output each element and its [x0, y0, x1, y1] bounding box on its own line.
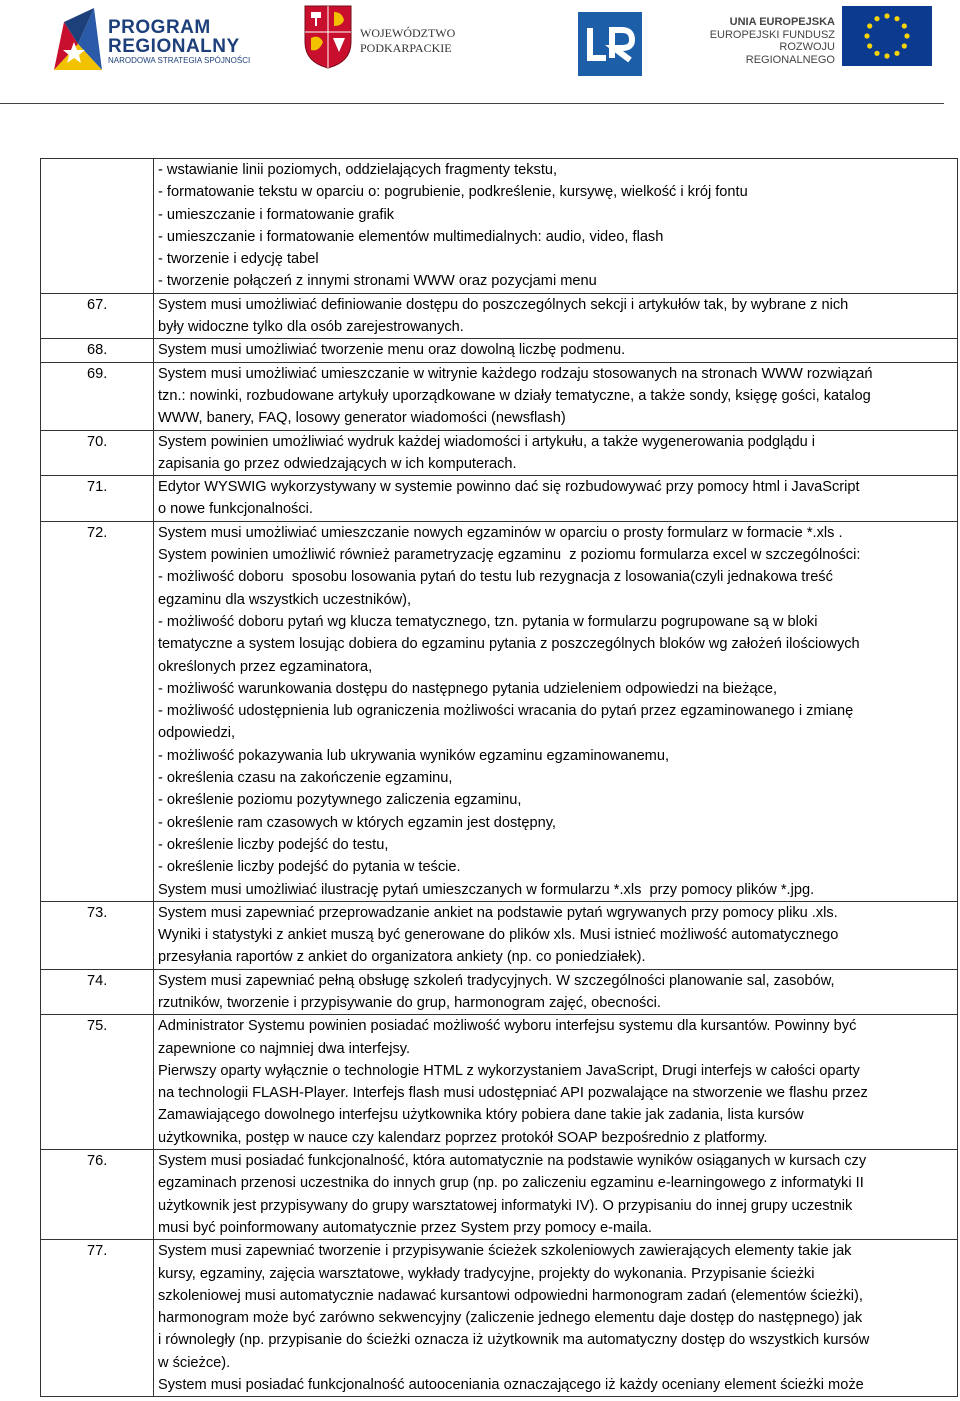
text-line: rzutników, tworzenie i przypisywanie do grup, harmonogram zajęć, obecności. — [158, 994, 661, 1011]
item-number: 72. — [41, 521, 154, 901]
item-number: 74. — [41, 969, 154, 1015]
item-number: 68. — [41, 339, 154, 362]
requirement-text — [154, 159, 958, 294]
text-line: odpowiedzi, — [158, 725, 236, 742]
eu-star-icon — [874, 16, 879, 21]
requirement-text — [154, 1150, 958, 1240]
item-number — [41, 159, 154, 294]
eu-fund: EUROPEJSKI FUNDUSZ ROZWOJU REGIONALNEGO — [709, 28, 835, 66]
table-row — [41, 159, 958, 294]
requirement-text — [154, 1240, 958, 1397]
table-row — [41, 476, 958, 522]
text-line: System musi umożliwiać definiowanie dostępu do poszczególnych sekcji i artykułów tak, by wybrane z nich — [158, 296, 849, 313]
table-row — [41, 901, 958, 969]
table-row — [41, 1015, 958, 1150]
eu-star-icon — [884, 13, 889, 18]
text-line: - umieszczanie i formatowanie elementów multimedialnych: audio, video, flash — [158, 228, 664, 245]
text-line: System musi zapewniać tworzenie i przypisywanie ścieżek szkoleniowych zawierających elementy takie jak — [158, 1243, 852, 1260]
requirement-text — [154, 521, 958, 901]
text-line: określonych przez egzaminatora, — [158, 658, 373, 675]
text-line: - tworzenie i edycję tabel — [158, 251, 319, 268]
program-regionalny-logo — [50, 4, 270, 74]
text-line: były widoczne tylko dla osób zarejestrowanych. — [158, 319, 464, 336]
region-name: WOJEWÓDZTWO PODKARPACKIE — [360, 26, 456, 55]
table-row — [41, 362, 958, 430]
eu-star-icon — [894, 51, 899, 56]
text-line: - możliwość udostępnienia lub ograniczenia możliwości wracania do pytań przez egzaminowanego i zmianę — [158, 703, 854, 720]
table-row — [41, 521, 958, 901]
text-line: System powinien umożliwiać wydruk każdej wiadomości i artykułu, a także wygenerowania podglądu i — [158, 433, 816, 450]
text-line: o nowe funkcjonalności. — [158, 501, 313, 518]
item-number: 73. — [41, 901, 154, 969]
coat-of-arms-icon — [303, 4, 353, 70]
eu-flag-icon — [842, 6, 932, 66]
text-line: Pierwszy oparty wyłącznie o technologie HTML z wykorzystaniem JavaScript, Drugi interfejs w całości oparty — [158, 1062, 860, 1079]
text-line: zapisania go przez odwiedzających w ich komputerach. — [158, 455, 517, 472]
text-line: użytkownika, postęp w nauce czy kalendarz poprzez protokół SOAP bezpośrednio z platformy. — [158, 1129, 768, 1146]
text-line: Wyniki i statystyki z ankiet muszą być generowane do plików xls. Musi istnieć możliwość automatycznego — [158, 927, 839, 944]
wojewodztwo-logo — [303, 4, 463, 74]
requirements-table — [40, 158, 958, 1397]
table-row — [41, 1240, 958, 1397]
text-line: - określenia czasu na zakończenie egzaminu, — [158, 770, 453, 787]
text-line: - tworzenie połączeń z innymi stronami WWW oraz pozycjami menu — [158, 273, 597, 290]
text-line: Edytor WYSWIG wykorzystywany w systemie powinno dać się rozbudowywać przy pomocy html i JavaScript — [158, 479, 860, 496]
eu-star-icon — [867, 43, 872, 48]
text-line: - możliwość warunkowania dostępu do następnego pytania udzieleniem odpowiedzi na bieżące, — [158, 680, 777, 697]
text-line: - wstawianie linii poziomych, oddzielających fragmenty tekstu, — [158, 162, 558, 178]
item-number: 75. — [41, 1015, 154, 1150]
eu-text — [703, 16, 835, 66]
table-row — [41, 969, 958, 1015]
item-number: 67. — [41, 293, 154, 339]
text-line: System musi zapewniać przeprowadzanie ankiet na podstawie pytań wgrywanych przy pomocy pliku .xls. — [158, 904, 838, 921]
requirement-text — [154, 476, 958, 522]
text-line: egzaminach przenosi uczestnika do innych grup (np. po zaliczeniu egzaminu e-learningowego z informatyki II — [158, 1175, 864, 1192]
text-line: - określenie liczby podejść do testu, — [158, 836, 389, 853]
eu-star-icon — [902, 23, 907, 28]
requirement-text — [154, 339, 958, 362]
requirement-text — [154, 901, 958, 969]
item-number: 70. — [41, 430, 154, 476]
program-subtitle: NARODOWA STRATEGIA SPÓJNOŚCI — [108, 56, 251, 65]
item-number: 69. — [41, 362, 154, 430]
text-line: szkoleniowej musi automatycznie nadawać kursantowi odpowiedni harmonogram zadań (elementów ścieżki), — [158, 1287, 863, 1304]
table-row — [41, 1150, 958, 1240]
lr-logo — [578, 12, 642, 76]
eu-star-icon — [894, 16, 899, 21]
text-line: musi być poinformowany automatycznie przez System przy pomocy e-maila. — [158, 1219, 652, 1236]
text-line: na technologii FLASH-Player. Interfejs flash musi udostępniać API pozwalające na stworzenie we flashu przez — [158, 1085, 868, 1102]
text-line: tematyczne a system losując dobiera do egzaminu pytania z poszczególnych bloków wg założeń ilościowych — [158, 636, 860, 653]
eu-name: UNIA EUROPEJSKA — [729, 16, 835, 28]
text-line: System powinien umożliwić również parametryzację egzaminu z poziomu formularza excel w szczególności: — [158, 547, 861, 564]
text-line: System musi posiadać funkcjonalność, która automatycznie na podstawie wyników osiąganych w kursach czy — [158, 1153, 867, 1170]
lr-emblem-icon — [578, 12, 642, 76]
text-line: kursy, egzaminy, zajęcia warsztatowe, wykłady tradycyjne, projekty do wykonania. Przypisanie ścieżki — [158, 1265, 815, 1282]
requirement-text — [154, 293, 958, 339]
text-line: użytkownik jest przypisywany do grupy warsztatowej informatyki IV). O przypisaniu do innej grupy uczestnik — [158, 1197, 853, 1214]
eu-star-icon — [884, 53, 889, 58]
requirement-text — [154, 430, 958, 476]
text-line: - określenie poziomu pozytywnego zaliczenia egzaminu, — [158, 792, 522, 809]
text-line: - możliwość doboru sposobu losowania pytań do testu lub rezygnacja z losowania(czyli jednakowa treść — [158, 569, 833, 586]
eu-star-icon — [904, 33, 909, 38]
text-line: przesyłania raportów z ankiet do organizatora ankiety (np. co poniedziałek). — [158, 949, 646, 966]
page-header — [0, 0, 960, 104]
item-number: 77. — [41, 1240, 154, 1397]
program-regionalny-emblem-icon — [50, 4, 106, 74]
eu-logo — [697, 4, 932, 74]
eu-star-icon — [874, 51, 879, 56]
text-line: System musi posiadać funkcjonalność autooceniania oznaczającego iż każdy oceniany element ścieżki może — [158, 1377, 864, 1394]
eu-star-icon — [864, 33, 869, 38]
requirement-text — [154, 362, 958, 430]
header-rule — [0, 103, 944, 104]
text-line: System musi umożliwiać ilustrację pytań umieszczanych w formularzu *.xls przy pomocy plików *.jpg. — [158, 881, 815, 898]
text-line: System musi umożliwiać umieszczanie w witrynie każdego rodzaju stosowanych na stronach WWW rozwiązań — [158, 365, 873, 382]
program-title: PROGRAM REGIONALNY — [108, 17, 240, 57]
text-line: w ścieżce). — [158, 1354, 231, 1371]
table-row — [41, 430, 958, 476]
text-line: Administrator Systemu powinien posiadać możliwość wyboru interfejsu systemu dla kursantów. Powinny być — [158, 1018, 857, 1035]
item-number: 71. — [41, 476, 154, 522]
table-row — [41, 293, 958, 339]
text-line: System musi umożliwiać tworzenie menu oraz dowolną liczbę podmenu. — [158, 342, 626, 359]
requirement-text — [154, 1015, 958, 1150]
table-row — [41, 339, 958, 362]
text-line: egzaminu dla wszystkich uczestników), — [158, 591, 412, 608]
text-line: - możliwość doboru pytań wg klucza tematycznego, tzn. pytania w formularzu pogrupowane są w bloki — [158, 613, 818, 630]
text-line: i równoległy (np. przypisanie do ścieżki oznacza iż użytkownik ma automatyczny dostęp do wszystkich kursów — [158, 1332, 870, 1349]
text-line: Zamawiającego dowolnego interfejsu użytkownika który pobiera dane takie jak zadania, lista kursów — [158, 1107, 804, 1124]
requirement-text — [154, 969, 958, 1015]
text-line: - umieszczanie i formatowanie grafik — [158, 206, 395, 223]
text-line: System musi zapewniać pełną obsługę szkoleń tradycyjnych. W szczególności planowanie sal, zasobów, — [158, 972, 835, 989]
text-line: WWW, banery, FAQ, losowy generator wiadomości (newsflash) — [158, 410, 566, 427]
eu-star-icon — [867, 23, 872, 28]
text-line: System musi umożliwiać umieszczanie nowych egzaminów w oparciu o prosty formularz w formacie *.xls . — [158, 524, 843, 541]
text-line: - określenie liczby podejść do pytania w teście. — [158, 859, 461, 876]
item-number: 76. — [41, 1150, 154, 1240]
text-line: zapewnione co najmniej dwa interfejsy. — [158, 1040, 411, 1057]
text-line: harmonogram może być zarówno sekwencyjny (zaliczenie jednego elementu daje dostęp do następnego) jak — [158, 1310, 863, 1327]
text-line: tzn.: nowinki, rozbudowane artykuły uporządkowane w działy tematyczne, a także sondy, księgę gości, katalog — [158, 387, 871, 404]
eu-star-icon — [902, 43, 907, 48]
text-line: - formatowanie tekstu w oparciu o: pogrubienie, podkreślenie, kursywę, wielkość i krój fontu — [158, 184, 748, 201]
text-line: - określenie ram czasowych w których egzamin jest dostępny, — [158, 814, 556, 831]
text-line: - możliwość pokazywania lub ukrywania wyników egzaminu egzaminowanemu, — [158, 747, 670, 764]
